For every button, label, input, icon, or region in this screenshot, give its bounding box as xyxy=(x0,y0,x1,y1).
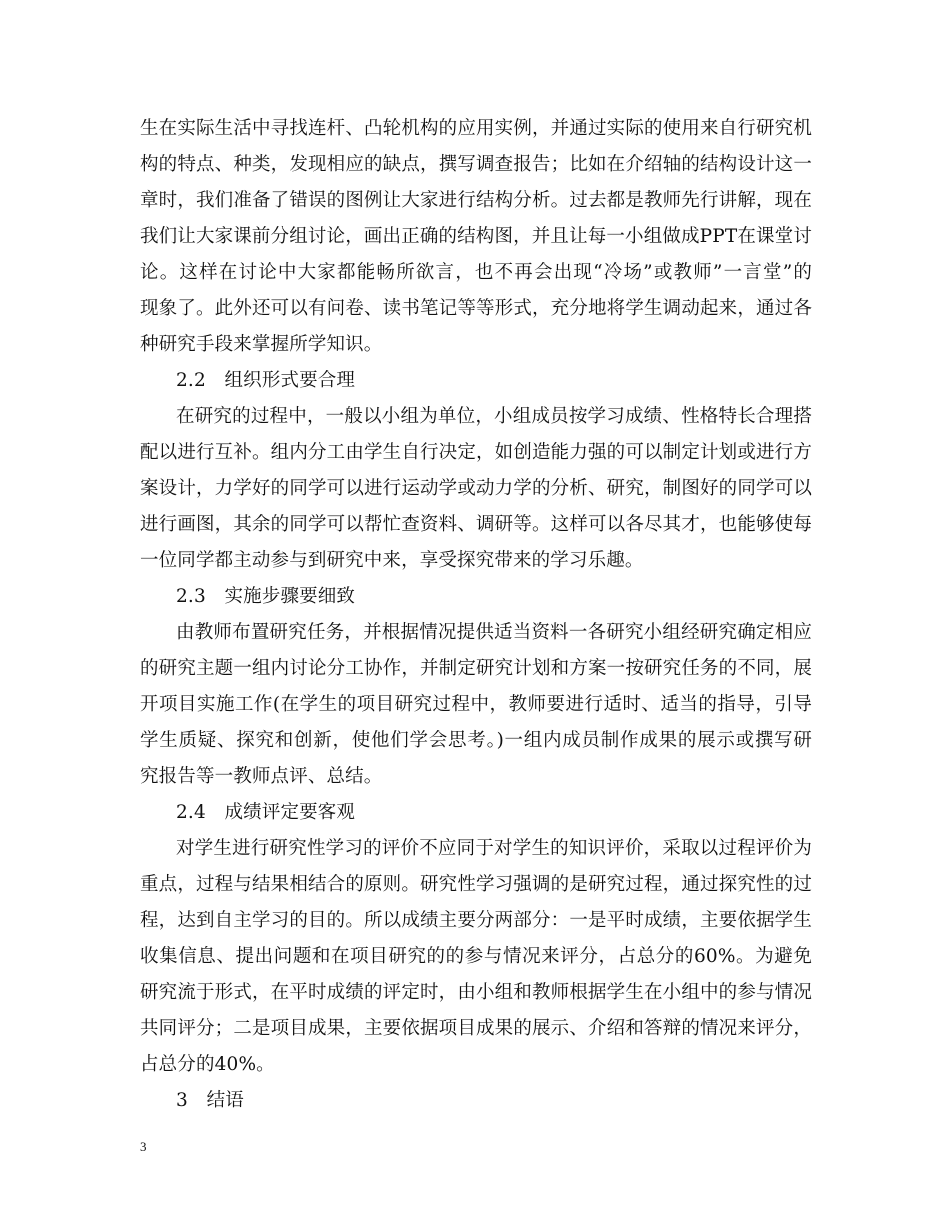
section-heading-3: 3 结语 xyxy=(176,1090,244,1111)
body-text-line: 进行画图，其余的同学可以帮忙查资料、调研等。这样可以各尽其才，也能够使每 xyxy=(140,514,812,535)
body-text-line: 共同评分；二是项目成果，主要依据项目成果的展示、介绍和答辩的情况来评分， xyxy=(140,1018,812,1039)
body-text-line: 学生质疑、探究和创新，使他们学会思考。)一组内成员制作成果的展示或撰写研 xyxy=(140,730,812,751)
section-heading-2-3: 2.3 实施步骤要细致 xyxy=(176,586,356,607)
body-text-line: 的研究主题一组内讨论分工协作，并制定研究计划和方案一按研究任务的不同，展 xyxy=(140,658,812,679)
body-text-line: 在研究的过程中，一般以小组为单位，小组成员按学习成绩、性格特长合理搭 xyxy=(176,406,812,427)
section-heading-2-4: 2.4 成绩评定要客观 xyxy=(176,802,356,823)
body-text-line: 收集信息、提出问题和在项目研究的的参与情况来评分，占总分的60%。为避免 xyxy=(140,946,812,967)
body-text-line: 配以进行互补。组内分工由学生自行决定，如创造能力强的可以制定计划或进行方 xyxy=(140,442,812,463)
body-text-line: 对学生进行研究性学习的评价不应同于对学生的知识评价，采取以过程评价为 xyxy=(176,838,812,859)
body-text-line: 占总分的40%。 xyxy=(140,1054,275,1075)
body-text-line: 一位同学都主动参与到研究中来，享受探究带来的学习乐趣。 xyxy=(140,550,644,571)
body-text-line: 种研究手段来掌握所学知识。 xyxy=(140,334,383,355)
page-number: 3 xyxy=(140,1139,147,1154)
body-text-line: 究报告等一教师点评、总结。 xyxy=(140,766,383,787)
body-text-line: 我们让大家课前分组讨论，画出正确的结构图，并且让每一小组做成PPT在课堂讨 xyxy=(140,226,812,247)
body-text-line: 程，达到自主学习的目的。所以成绩主要分两部分：一是平时成绩，主要依据学生 xyxy=(140,910,812,931)
body-text-line: 论。这样在讨论中大家都能畅所欲言，也不再会出现“冷场”或教师”一言堂”的 xyxy=(140,262,812,283)
body-text-line: 研究流于形式，在平时成绩的评定时，由小组和教师根据学生在小组中的参与情况 xyxy=(140,982,812,1003)
body-text-line: 现象了。此外还可以有问卷、读书笔记等等形式，充分地将学生调动起来，通过各 xyxy=(140,298,812,319)
section-heading-2-2: 2.2 组织形式要合理 xyxy=(176,370,356,391)
body-text-line: 重点，过程与结果相结合的原则。研究性学习强调的是研究过程，通过探究性的过 xyxy=(140,874,812,895)
body-text-line: 生在实际生活中寻找连杆、凸轮机构的应用实例，并通过实际的使用来自行研究机 xyxy=(140,118,812,139)
body-text-line: 案设计，力学好的同学可以进行运动学或动力学的分析、研究，制图好的同学可以 xyxy=(140,478,812,499)
body-text-line: 章时，我们准备了错误的图例让大家进行结构分析。过去都是教师先行讲解，现在 xyxy=(140,190,812,211)
body-text-line: 由教师布置研究任务，并根据情况提供适当资料一各研究小组经研究确定相应 xyxy=(176,622,812,643)
body-text-line: 开项目实施工作(在学生的项目研究过程中，教师要进行适时、适当的指导，引导 xyxy=(140,694,812,715)
body-text-line: 构的特点、种类，发现相应的缺点，撰写调查报告；比如在介绍轴的结构设计这一 xyxy=(140,154,812,175)
